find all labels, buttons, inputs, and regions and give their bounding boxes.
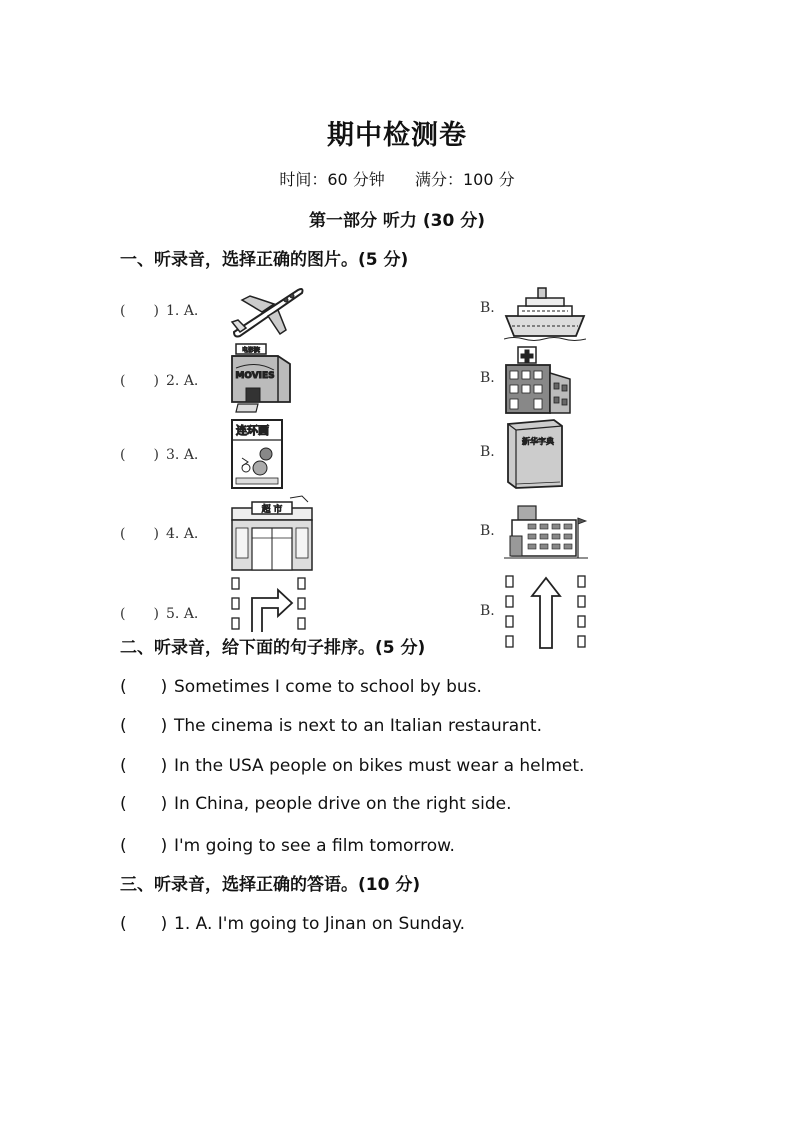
option-b-4: B.: [480, 523, 495, 539]
airplane-icon: [228, 282, 306, 338]
question-3: ( ) 3. A.: [120, 447, 199, 463]
section2-title: 二、听录音，给下面的句子排序。(5 分): [120, 633, 429, 658]
question-1: ( ) 1. A.: [120, 303, 199, 319]
option-b-5: B.: [480, 603, 495, 619]
question-4: ( ) 4. A.: [120, 526, 199, 542]
option-b-3: B.: [480, 444, 495, 460]
movies-word: MOVIES: [235, 371, 275, 381]
answer-question-1: ( ) 1. A. I'm going to Jinan on Sunday.: [120, 914, 466, 934]
question-2: ( ) 2. A.: [120, 373, 199, 389]
sentence-2: ( ) The cinema is next to an Italian restaurant.: [120, 716, 542, 736]
option-b-2: B.: [480, 370, 495, 386]
dictionary-icon: [504, 418, 568, 490]
cinema-sign: 电影院: [241, 347, 261, 354]
sentence-5: ( ) I'm going to see a film tomorrow.: [120, 836, 455, 856]
turn-right-arrow-icon: [230, 576, 310, 632]
hospital-icon: [504, 345, 574, 415]
dictionary-title: 新华字典: [522, 437, 554, 446]
comic-book-title: 连环画: [236, 424, 269, 437]
part1-title: 第一部分 听力 (30 分): [309, 211, 485, 231]
section1-title: 一、听录音，选择正确的图片。(5 分): [120, 250, 409, 270]
page-title: 期中检测卷: [327, 120, 467, 151]
sentence-3: ( ) In the USA people on bikes must wear a helmet.: [120, 756, 585, 776]
sentence-4: ( ) In China, people drive on the right side.: [120, 794, 512, 814]
sentence-1: ( ) Sometimes I come to school by bus.: [120, 677, 482, 697]
supermarket-sign: 超 市: [261, 505, 283, 515]
score-label: 满分：100 分: [415, 170, 515, 189]
option-b-1: B.: [480, 300, 495, 316]
question-5: ( ) 5. A.: [120, 606, 199, 622]
time-label: 时间：60 分钟: [279, 170, 385, 189]
section3-title: 三、听录音，选择正确的答语。(10 分): [120, 875, 421, 895]
cinema-icon: [228, 342, 296, 414]
exam-meta: [0, 167, 794, 190]
comic-book-icon: [230, 418, 286, 490]
ship-icon: [504, 282, 586, 342]
school-icon: [504, 500, 588, 562]
straight-arrow-icon: [504, 574, 588, 650]
supermarket-icon: [230, 494, 314, 572]
